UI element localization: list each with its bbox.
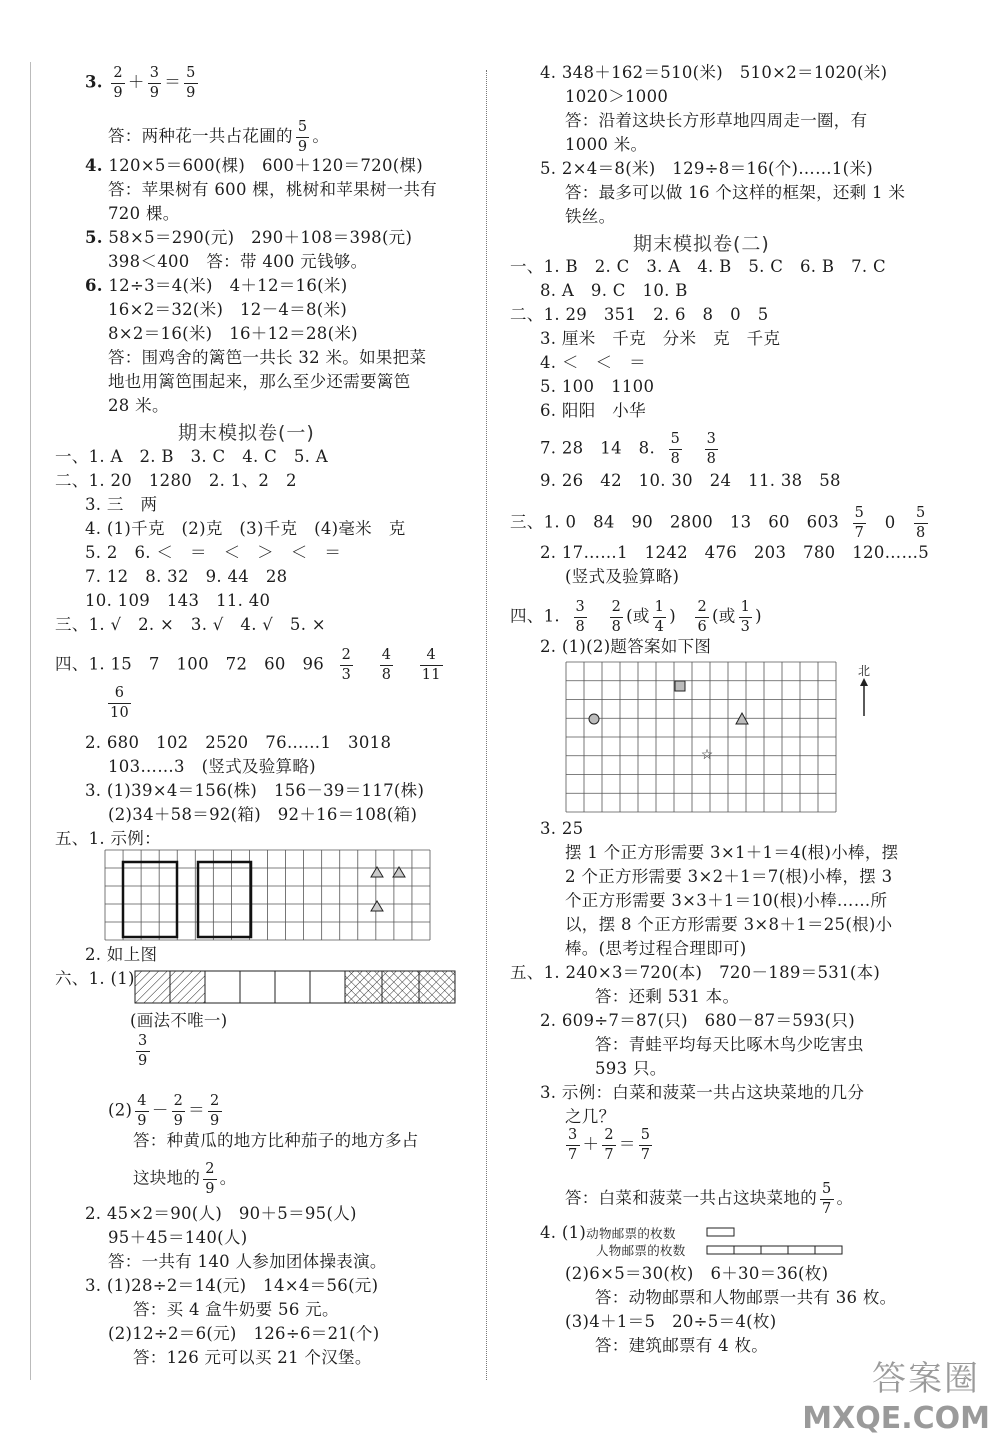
exam2-section-3a: 三、1. 0 84 90 2800 13 60 603 $\frac{5}{7}$ 0 $\frac{5}{8}$ — [510, 505, 926, 541]
exam1-section-4e: 3. (1)39×4＝156(株) 156－39＝117(株) — [85, 781, 425, 800]
right-answer-5-line2: 答：最多可以做 16 个这样的框架，还剩 1 米 — [565, 183, 906, 202]
exam2-section-5h: 答：白菜和菠菜一共占这块菜地的 $\frac{5}{7}$ 。 — [565, 1181, 854, 1217]
exam1-section-4a: 四、1. 15 7 100 72 60 96 $\frac{2}{3}$ $\frac{4}{8}$ $\frac{4}{11}$ — [55, 647, 441, 683]
exam2-section-5l: (3)4＋1＝5 20÷5＝4(枚) — [565, 1312, 777, 1331]
exam1-section-2b: 3. 三 两 — [85, 495, 158, 514]
exam2-equation-3-7: $\frac{3}{7}$ ＋ $\frac{2}{7}$ ＝ $\frac{5}{7}$ — [568, 1127, 651, 1163]
exam2-section-4b: 2. (1)(2)题答案如下图 — [540, 637, 712, 656]
answer-6-line3: 8×2＝16(米) 16＋12＝28(米) — [108, 324, 358, 343]
exam2-section-5c: 2. 609÷7＝87(只) 680－87＝593(只) — [540, 1011, 855, 1030]
exam1-section-2d: 5. 2 6. ＜ ＝ ＜ ＞ ＜ ＝ — [85, 543, 342, 562]
exam1-section-6l: 答：126 元可以买 21 个汉堡。 — [133, 1348, 372, 1367]
exam2-section-5d: 答：青蛙平均每天比啄木鸟少吃害虫 — [595, 1035, 864, 1054]
answer-3-text: 答：两种花一共占花圃的 $\frac{5}{9}$ 。 — [108, 119, 330, 155]
exam-1-title: 期末模拟卷(一) — [178, 422, 315, 444]
answer-6-line5: 地也用篱笆围起来，那么至少还需要篱笆 — [108, 372, 411, 391]
exam2-section-4f: 个正方形需要 3×3＋1＝10(根)小棒……所 — [565, 891, 888, 910]
exam2-section-5e: 593 只。 — [595, 1059, 667, 1078]
square-mark — [675, 681, 685, 691]
triangle-mark — [371, 901, 383, 911]
exam2-section-2e: 6. 阳阳 小华 — [540, 401, 646, 420]
exam2-section-2g: 9. 26 42 10. 30 24 11. 38 58 — [540, 471, 841, 490]
exam1-frac-3-9: $\frac{3}{9}$ — [138, 1033, 148, 1069]
answer-6-line2: 16×2＝32(米) 12－4＝8(米) — [108, 300, 348, 319]
answer-3-equation: 3. $\frac{2}{9}$ ＋ $\frac{3}{9}$ ＝ $\frac{5}{9}$ — [85, 65, 196, 101]
exam2-section-4e: 2 个正方形需要 3×2＋1＝7(根)小棒，摆 3 — [565, 867, 893, 886]
exam2-section-5f: 3. 示例：白菜和菠菜一共占这块菜地的几分 — [540, 1083, 865, 1102]
triangle-mark — [371, 867, 383, 877]
exam2-section-2b: 3. 厘米 千克 分米 克 千克 — [540, 329, 781, 348]
exam1-section-6h: 答：一共有 140 人参加团体操表演。 — [108, 1252, 387, 1271]
answer-6-line1: 6. 12÷3＝4(米) 4＋12＝16(米) — [85, 276, 348, 295]
exam2-section-2c: 4. ＜ ＜ ＝ — [540, 353, 646, 372]
north-label: 北 — [858, 664, 871, 678]
right-answer-4-line3: 答：沿着这块长方形草地四周走一圈，有 — [565, 111, 868, 130]
exam1-section-6f: 2. 45×2＝90(人) 90＋5＝95(人) — [85, 1204, 357, 1223]
triangle-mark — [393, 867, 405, 877]
exam2-section-4h: 棒。(思考过程合理即可) — [565, 939, 747, 958]
watermark-logo: 答案圈 — [872, 1359, 980, 1399]
circle-mark — [589, 714, 599, 724]
exam2-section-2d: 5. 100 1100 — [540, 377, 655, 396]
right-answer-5-line3: 铁丝。 — [565, 207, 616, 226]
exam1-section-4d: 103……3 (竖式及验算略) — [108, 757, 316, 776]
exam1-section-6b: (画法不唯一) — [130, 1011, 228, 1030]
exam1-section-6e: 这块地的 $\frac{2}{9}$ 。 — [133, 1161, 237, 1197]
right-answer-5-line1: 5. 2×4＝8(米) 129÷8＝16(个)……1(米) — [540, 159, 873, 178]
exam-2-title: 期末模拟卷(二) — [633, 233, 770, 255]
answer-6-line6: 28 米。 — [108, 396, 169, 415]
answer-4-line1: 4. 120×5＝600(棵) 600＋120＝720(棵) — [85, 156, 424, 175]
exam1-section-5b: 2. 如上图 — [85, 945, 158, 964]
exam2-section-3b: 2. 17……1 1242 476 203 780 120……5 — [540, 543, 930, 562]
exam2-section-5i: 4. (1)动物邮票的枚数 — [540, 1223, 676, 1242]
exam1-section-2f: 10. 109 143 11. 40 — [85, 591, 271, 610]
exam1-section-4c: 2. 680 102 2520 76……1 3018 — [85, 733, 392, 752]
exam2-section-5g: 之几？ — [565, 1107, 616, 1126]
exam1-section-6a: 六、1. (1) — [55, 969, 135, 988]
exam2-section-4c: 3. 25 — [540, 819, 584, 838]
exam1-section-6c: (2) $\frac{4}{9}$ － $\frac{2}{9}$ ＝ $\frac{2}{9}$ — [108, 1093, 220, 1129]
rectangle-grid-figure — [105, 850, 431, 942]
people-stamps-label: 人物邮票的枚数 — [596, 1243, 686, 1258]
exam1-section-4b: $\frac{6}{10}$ — [110, 685, 130, 721]
answer-5-line1: 5. 58×5＝290(元) 290＋108＝398(元) — [85, 228, 413, 247]
exam2-section-5k: 答：动物邮票和人物邮票一共有 36 枚。 — [595, 1288, 897, 1307]
exam1-section-2e: 7. 12 8. 32 9. 44 28 — [85, 567, 288, 586]
exam2-section-4a: 四、1. $\frac{3}{8}$ $\frac{2}{8}$ (或 $\frac{1}{4}$ ) $\frac{2}{6}$ (或 $\frac{1}{3}$ ) — [510, 599, 762, 635]
exam1-section-6d: 答：种黄瓜的地方比种茄子的地方多占 — [133, 1131, 419, 1150]
exam2-section-2a: 二、1. 29 351 2. 6 8 0 5 — [510, 305, 769, 324]
exam2-section-5a: 五、1. 240×3＝720(本) 720－189＝531(本) — [510, 963, 881, 982]
stamp-bar-diagram — [707, 1226, 847, 1260]
exam1-section-2c: 4. (1)千克 (2)克 (3)千克 (4)毫米 克 — [85, 519, 406, 538]
fraction-strip-figure — [135, 969, 457, 1005]
column-divider — [486, 70, 487, 1380]
right-answer-4-line1: 4. 348＋162＝510(米) 510×2＝1020(米) — [540, 63, 888, 82]
exam1-section-6i: 3. (1)28÷2＝14(元) 14×4＝56(元) — [85, 1276, 379, 1295]
exam2-section-5m: 答：建筑邮票有 4 枚。 — [595, 1336, 769, 1355]
exam1-section-6k: (2)12÷2＝6(元) 126÷6＝21(个) — [108, 1324, 380, 1343]
watermark-site: MXQE.COM — [802, 1401, 990, 1436]
map-grid-figure — [566, 662, 886, 814]
exam2-section-4g: 以，摆 8 个正方形需要 3×8＋1＝25(根)小 — [565, 915, 893, 934]
exam1-section-4f: (2)34＋58＝92(箱) 92＋16＝108(箱) — [108, 805, 418, 824]
exam2-section-1b: 8. A 9. C 10. B — [540, 281, 688, 300]
star-mark: ☆ — [700, 747, 714, 763]
exam2-section-5j: (2)6×5＝30(枚) 6＋30＝36(枚) — [565, 1264, 829, 1283]
exam2-section-4d: 摆 1 个正方形需要 3×1＋1＝4(根)小棒，摆 — [565, 843, 899, 862]
right-answer-4-line2: 1020＞1000 — [565, 87, 669, 106]
exam2-section-5b: 答：还剩 531 本。 — [595, 987, 740, 1006]
answer-4-line2: 答：苹果树有 600 棵，桃树和苹果树一共有 — [108, 180, 438, 199]
left-margin-line — [30, 62, 31, 1380]
answer-5-line2: 398＜400 答：带 400 元钱够。 — [108, 252, 368, 271]
exam2-section-3c: (竖式及验算略) — [565, 567, 680, 586]
exam1-section-3: 三、1. √ 2. × 3. √ 4. √ 5. × — [55, 615, 326, 634]
exam1-section-5a: 五、1. 示例： — [55, 829, 161, 848]
exam1-section-6j: 答：买 4 盒牛奶要 56 元。 — [133, 1300, 339, 1319]
exam1-section-6g: 95＋45＝140(人) — [108, 1228, 248, 1247]
answer-6-line4: 答：围鸡舍的篱笆一共长 32 米。如果把菜 — [108, 348, 427, 367]
exam2-section-2f: 7. 28 14 8. $\frac{5}{8}$ $\frac{3}{8}$ — [540, 431, 717, 467]
exam2-section-1a: 一、1. B 2. C 3. A 4. B 5. C 6. B 7. C — [510, 257, 886, 276]
north-arrow-icon — [858, 678, 870, 718]
exam1-section-1: 一、1. A 2. B 3. C 4. C 5. A — [55, 447, 328, 466]
exam1-section-2a: 二、1. 20 1280 2. 1、2 2 — [55, 471, 297, 490]
answer-4-line3: 720 棵。 — [108, 204, 180, 223]
right-answer-4-line4: 1000 米。 — [565, 135, 648, 154]
